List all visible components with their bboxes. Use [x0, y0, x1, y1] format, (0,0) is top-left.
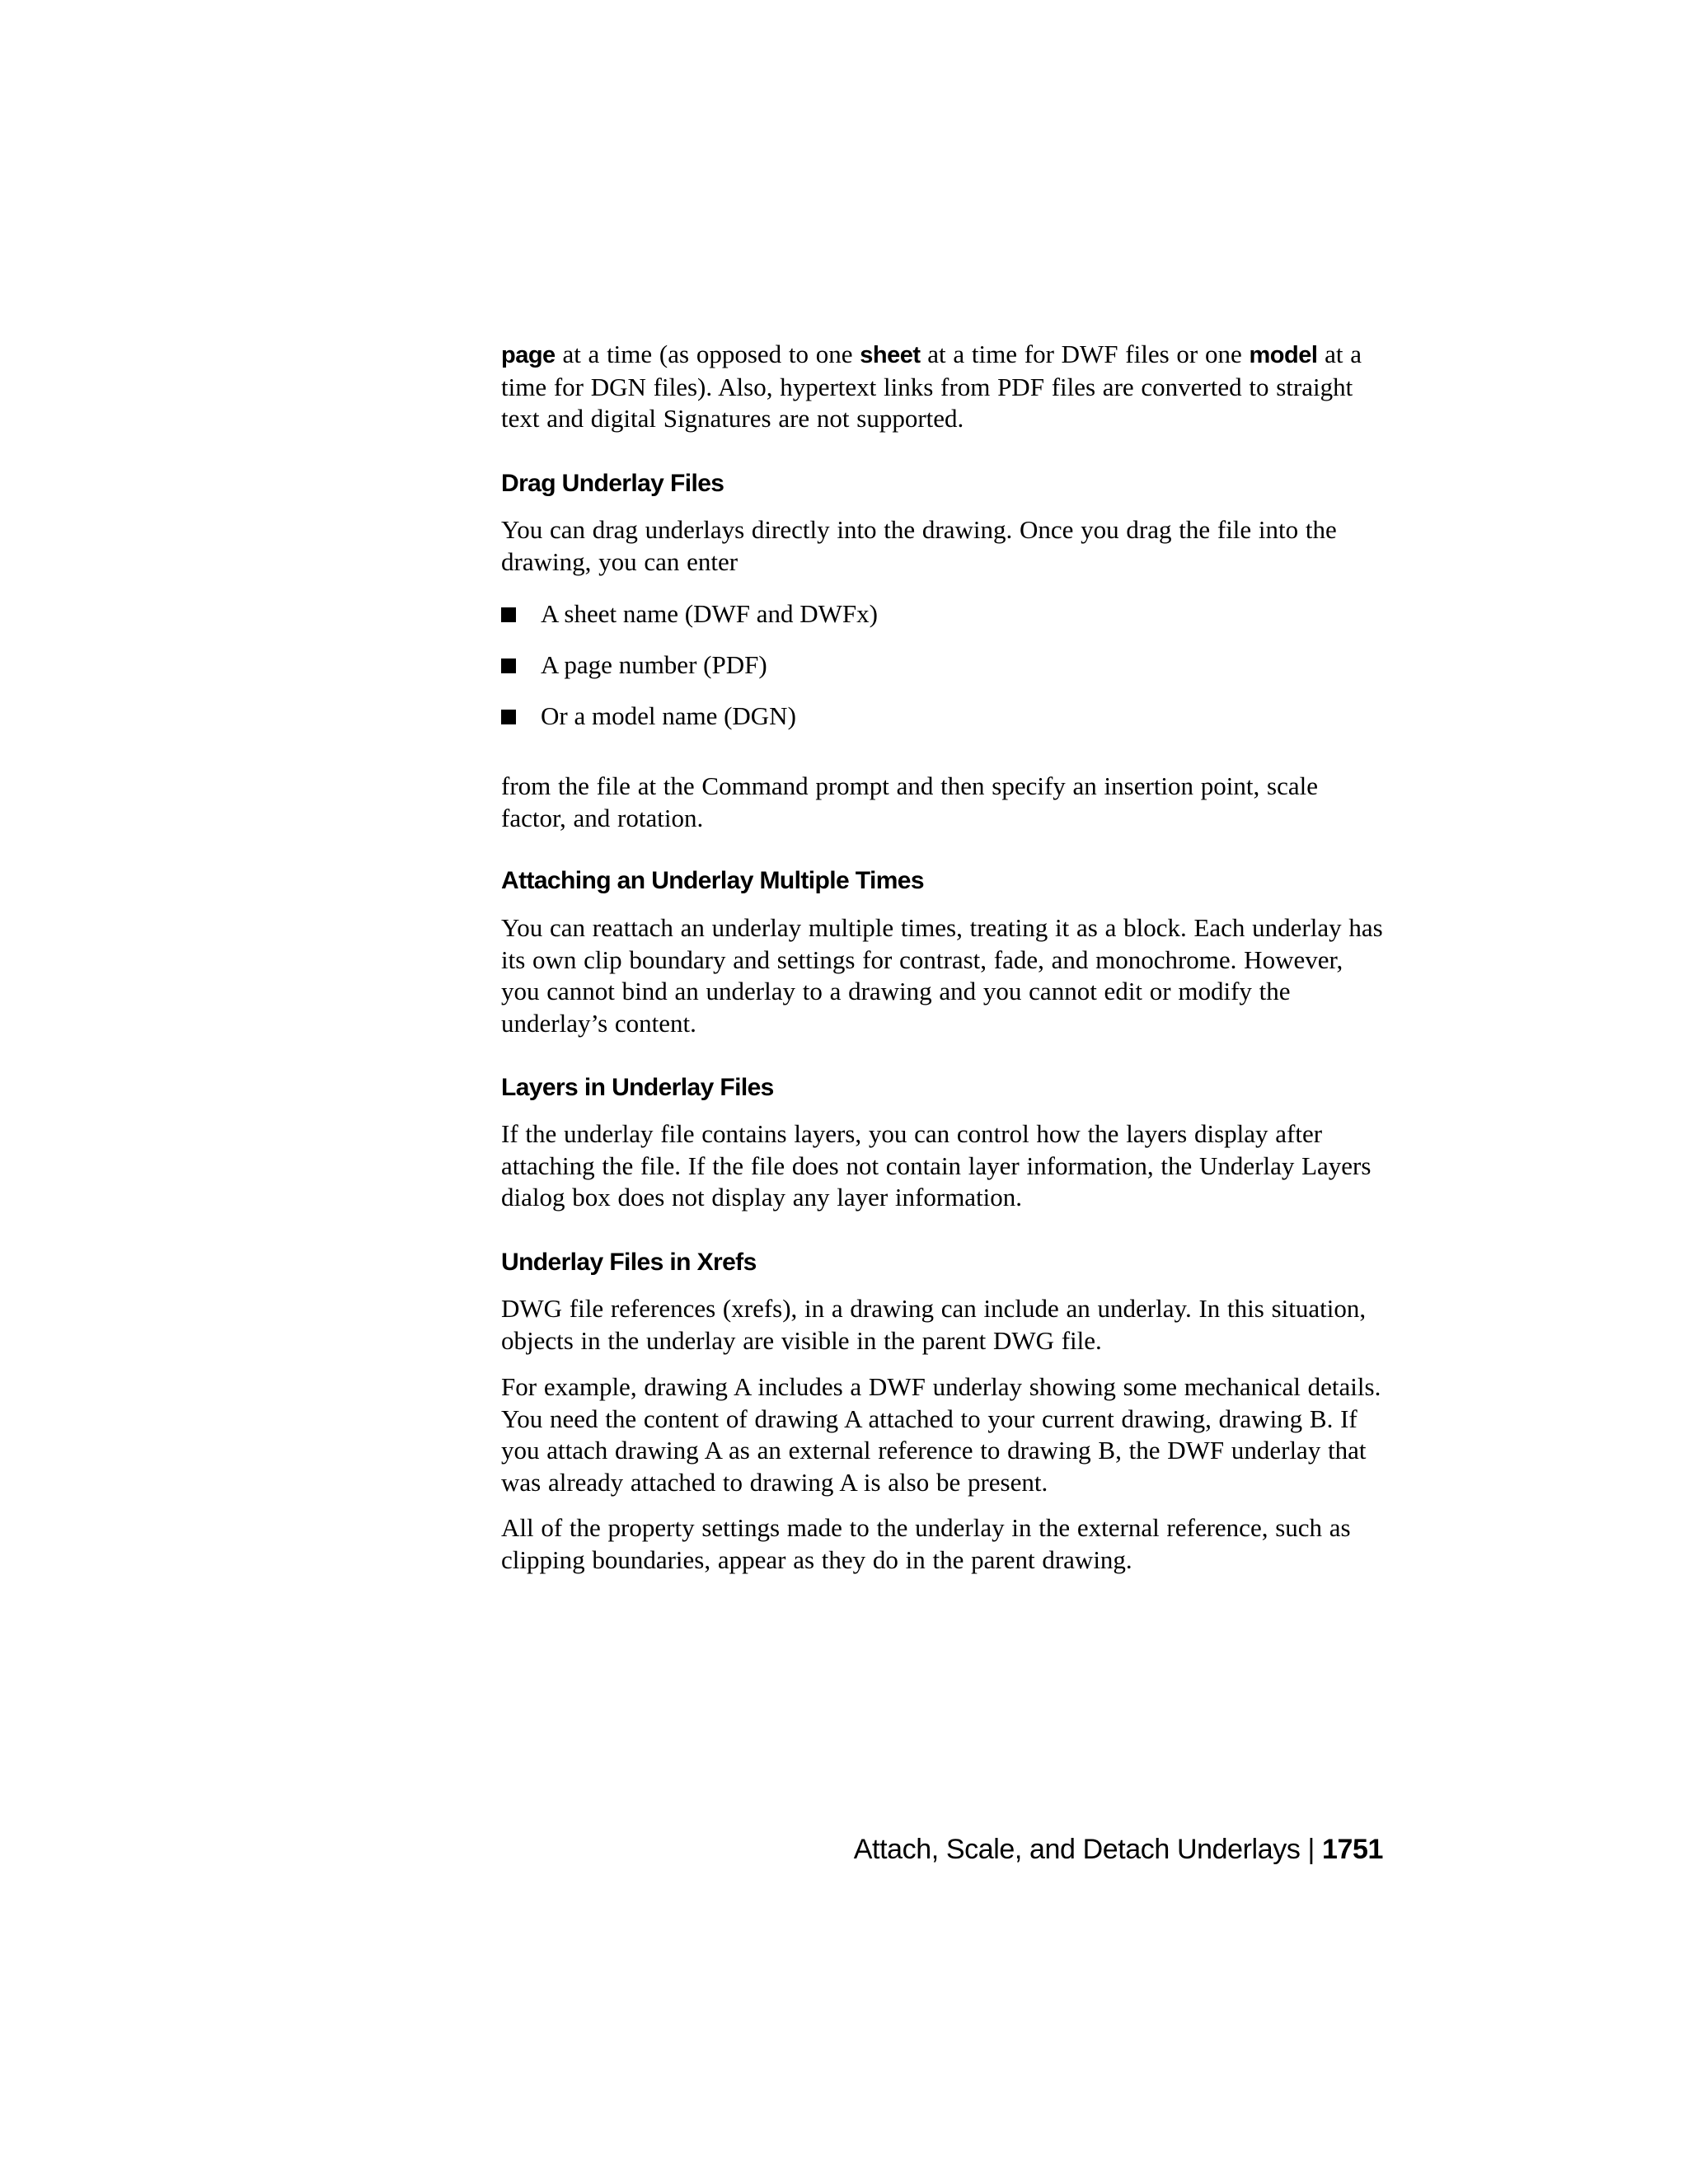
bullet-square-icon [501, 607, 516, 622]
page-number: 1751 [1321, 1834, 1383, 1865]
footer-title: Attach, Scale, and Detach Underlays [853, 1834, 1301, 1865]
xrefs-paragraph-2: For example, drawing A includes a DWF underlay showing some mechanical details. You need the content of drawing A attached to your current drawing, drawing B. If you attach drawing A as an external reference to drawing B, the DWF underlay that was already attached to drawing A is also be present. [501, 1372, 1381, 1497]
heading-underlay-files-in-xrefs: Underlay Files in Xrefs [501, 1249, 757, 1276]
heading-attaching-multiple-times: Attaching an Underlay Multiple Times [501, 867, 924, 894]
intro-paragraph [501, 339, 1383, 435]
intro-text-1: at a time (as opposed to one [555, 340, 860, 368]
xrefs-paragraph-3: All of the property settings made to the underlay in the external reference, such as clipping boundaries, appear as they do in the parent drawing. [501, 1513, 1351, 1574]
term-sheet: sheet [860, 342, 921, 368]
list-item-text: A page number (PDF) [541, 650, 767, 679]
drag-paragraph-2: from the file at the Command prompt and then specify an insertion point, scale factor, and rotation. [501, 771, 1318, 832]
footer-separator: | [1300, 1834, 1322, 1865]
intro-text-2: at a time for DWF files or one [920, 340, 1250, 368]
list-item [501, 700, 1383, 733]
drag-paragraph-1: You can drag underlays directly into the drawing. Once you drag the file into the drawing, you can enter [501, 515, 1337, 576]
heading-drag-underlay-files: Drag Underlay Files [501, 470, 724, 497]
bullet-square-icon [501, 658, 516, 673]
page-footer [854, 1831, 1383, 1868]
attaching-paragraph: You can reattach an underlay multiple times, treating it as a block. Each underlay has its own clip boundary and settings for contrast, fade, and monochrome. However, you cannot bind an underlay to a drawing and you cannot edit or modify the underlay’s content. [501, 913, 1383, 1038]
list-item [501, 598, 1383, 630]
list-item [501, 649, 1383, 682]
list-item-text: A sheet name (DWF and DWFx) [541, 599, 878, 628]
term-page: page [501, 342, 556, 368]
xrefs-paragraph-1: DWG file references (xrefs), in a drawing can include an underlay. In this situation, objects in the underlay are visible in the parent DWG file. [501, 1294, 1367, 1355]
bullet-square-icon [501, 710, 516, 724]
term-model: model [1249, 342, 1318, 368]
list-item-text: Or a model name (DGN) [541, 701, 796, 730]
heading-layers-in-underlay-files: Layers in Underlay Files [501, 1074, 774, 1101]
layers-paragraph: If the underlay file contains layers, you can control how the layers display after attaching the file. If the file does not contain layer information, the Underlay Layers dialog box does not display any layer information. [501, 1119, 1372, 1212]
intro-text-3: at a time for DGN files). Also, hypertext links from PDF files are converted to straight text and digital Signatures are not supported. [501, 340, 1362, 433]
